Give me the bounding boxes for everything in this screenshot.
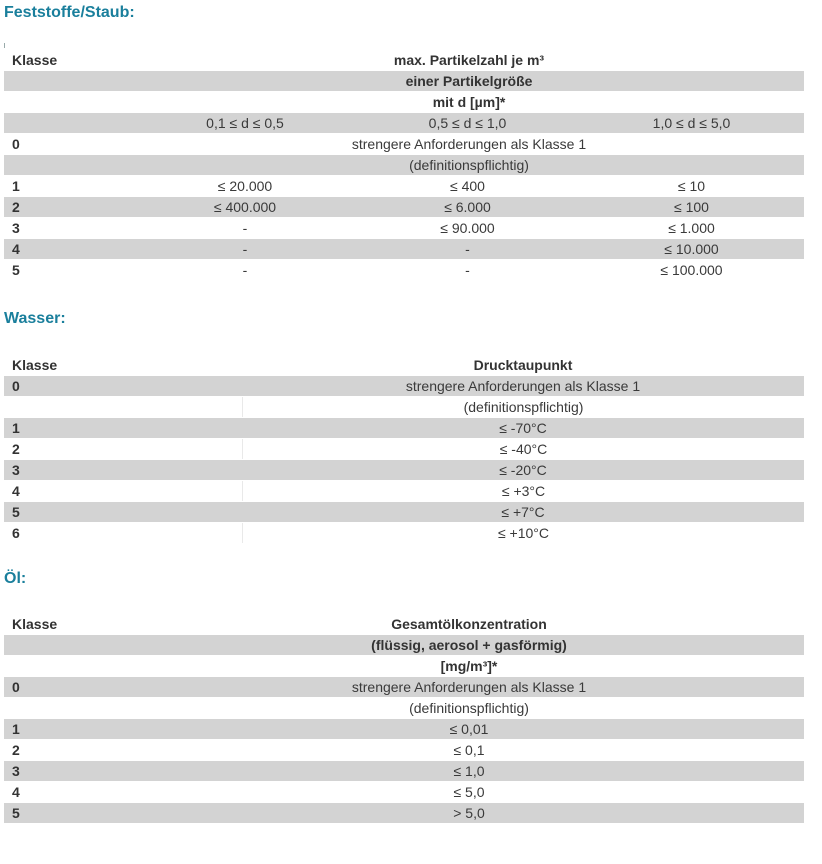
table-row — [4, 155, 804, 175]
table-header-row — [4, 635, 804, 655]
table-row — [4, 197, 804, 217]
klasse-cell: 0 — [4, 677, 134, 697]
table-row — [4, 677, 804, 697]
table-header-row — [4, 355, 804, 375]
table-row — [4, 719, 804, 739]
table-row — [4, 439, 804, 459]
class0-note: (definitionspflichtig) — [242, 397, 804, 417]
wasser-table — [4, 354, 804, 544]
class0-note: (definitionspflichtig) — [134, 155, 804, 175]
value-cell: ≤ 5,0 — [453, 784, 485, 800]
value-cell: > 5,0 — [134, 803, 804, 823]
table-row — [4, 260, 804, 280]
section-title-oel: Öl: — [4, 570, 27, 587]
klasse-cell: 6 — [12, 525, 20, 541]
value-cell: ≤ +10°C — [242, 523, 804, 543]
column-header-partikelzahl: max. Partikelzahl je m³ — [393, 52, 545, 68]
value-cell: ≤ +3°C — [242, 481, 804, 501]
subheader-range-2: 0,5 ≤ d ≤ 1,0 — [356, 113, 579, 133]
klasse-cell: 1 — [12, 178, 20, 194]
klasse-cell: 2 — [12, 742, 20, 758]
column-header-drucktaupunkt: Drucktaupunkt — [473, 357, 573, 373]
table-row — [4, 460, 804, 480]
table-row — [4, 782, 804, 802]
class0-description: strengere Anforderungen als Klasse 1 — [134, 677, 804, 697]
value-cell: ≤ 100 — [579, 197, 804, 217]
klasse-cell: 5 — [4, 803, 134, 823]
table-row — [4, 761, 804, 781]
klasse-cell: 4 — [4, 239, 134, 259]
column-header-klasse: Klasse — [12, 357, 58, 373]
table-row — [4, 740, 804, 760]
class0-note: (definitionspflichtig) — [409, 700, 529, 716]
value-cell: ≤ 100.000 — [660, 262, 723, 278]
value-cell: ≤ +7°C — [242, 502, 804, 522]
value-cell: - — [356, 239, 579, 259]
table-row — [4, 397, 804, 417]
value-cell: - — [465, 262, 470, 278]
value-cell: ≤ 1,0 — [134, 761, 804, 781]
value-cell: ≤ -70°C — [242, 418, 804, 438]
column-header-partikelgroesse: einer Partikelgröße — [134, 71, 804, 91]
value-cell: ≤ 400.000 — [134, 197, 356, 217]
value-cell: ≤ 400 — [450, 178, 485, 194]
table-header-row — [4, 614, 804, 634]
table-header-row — [4, 92, 804, 112]
table-row — [4, 134, 804, 154]
table-row — [4, 803, 804, 823]
value-cell: ≤ 0,1 — [453, 742, 485, 758]
value-cell: ≤ 10.000 — [579, 239, 804, 259]
klasse-cell: 3 — [4, 761, 134, 781]
column-header-aggregat: (flüssig, aerosol + gasförmig) — [134, 635, 804, 655]
klasse-cell: 2 — [4, 197, 134, 217]
klasse-cell: 1 — [4, 418, 242, 438]
table-header-row — [4, 656, 804, 676]
table-row — [4, 502, 804, 522]
table-row — [4, 523, 804, 543]
column-header-unit: [mg/m³]* — [440, 658, 498, 674]
class0-description: strengere Anforderungen als Klasse 1 — [242, 376, 804, 396]
table-row — [4, 239, 804, 259]
column-header-klasse: Klasse — [12, 616, 58, 632]
table-row — [4, 376, 804, 396]
value-cell: ≤ 0,01 — [134, 719, 804, 739]
feststoffe-table — [4, 49, 804, 281]
section-title-wasser: Wasser: — [4, 310, 66, 327]
value-cell: ≤ 1.000 — [668, 220, 715, 236]
value-cell: ≤ 20.000 — [217, 178, 273, 194]
value-cell: ≤ -40°C — [242, 439, 804, 459]
table-row — [4, 176, 804, 196]
value-cell: - — [242, 262, 248, 278]
table-header-row — [4, 71, 804, 91]
subheader-range-3: 1,0 ≤ d ≤ 5,0 — [579, 113, 804, 133]
class0-description: strengere Anforderungen als Klasse 1 — [351, 136, 587, 152]
klasse-cell: 3 — [4, 460, 242, 480]
table-row — [4, 218, 804, 238]
klasse-cell: 5 — [4, 502, 242, 522]
value-cell: ≤ 6.000 — [356, 197, 579, 217]
klasse-cell: 5 — [12, 262, 20, 278]
klasse-cell: 0 — [4, 376, 242, 396]
subheader-range-1: 0,1 ≤ d ≤ 0,5 — [134, 113, 356, 133]
klasse-cell: 4 — [12, 483, 20, 499]
table-row — [4, 481, 804, 501]
subheader-row — [4, 113, 804, 133]
column-header-unit: mit d [µm]* — [432, 94, 506, 110]
oel-table — [4, 613, 804, 824]
klasse-cell: 4 — [12, 784, 20, 800]
column-header-gesamtoel: Gesamtölkonzentration — [391, 616, 547, 632]
section-title-feststoffe: Feststoffe/Staub: — [4, 4, 135, 21]
klasse-cell: 0 — [12, 136, 20, 152]
value-cell: - — [134, 239, 356, 259]
klasse-cell: 1 — [4, 719, 134, 739]
column-header-klasse: Klasse — [12, 52, 58, 68]
value-cell: ≤ -20°C — [242, 460, 804, 480]
klasse-cell: 2 — [12, 441, 20, 457]
table-row — [4, 418, 804, 438]
klasse-cell: 3 — [12, 220, 20, 236]
table-row — [4, 698, 804, 718]
value-cell: ≤ 90.000 — [440, 220, 495, 236]
value-cell: - — [242, 220, 248, 236]
divider-mark — [4, 43, 5, 48]
table-header-row — [4, 50, 804, 70]
value-cell: ≤ 10 — [677, 178, 706, 194]
